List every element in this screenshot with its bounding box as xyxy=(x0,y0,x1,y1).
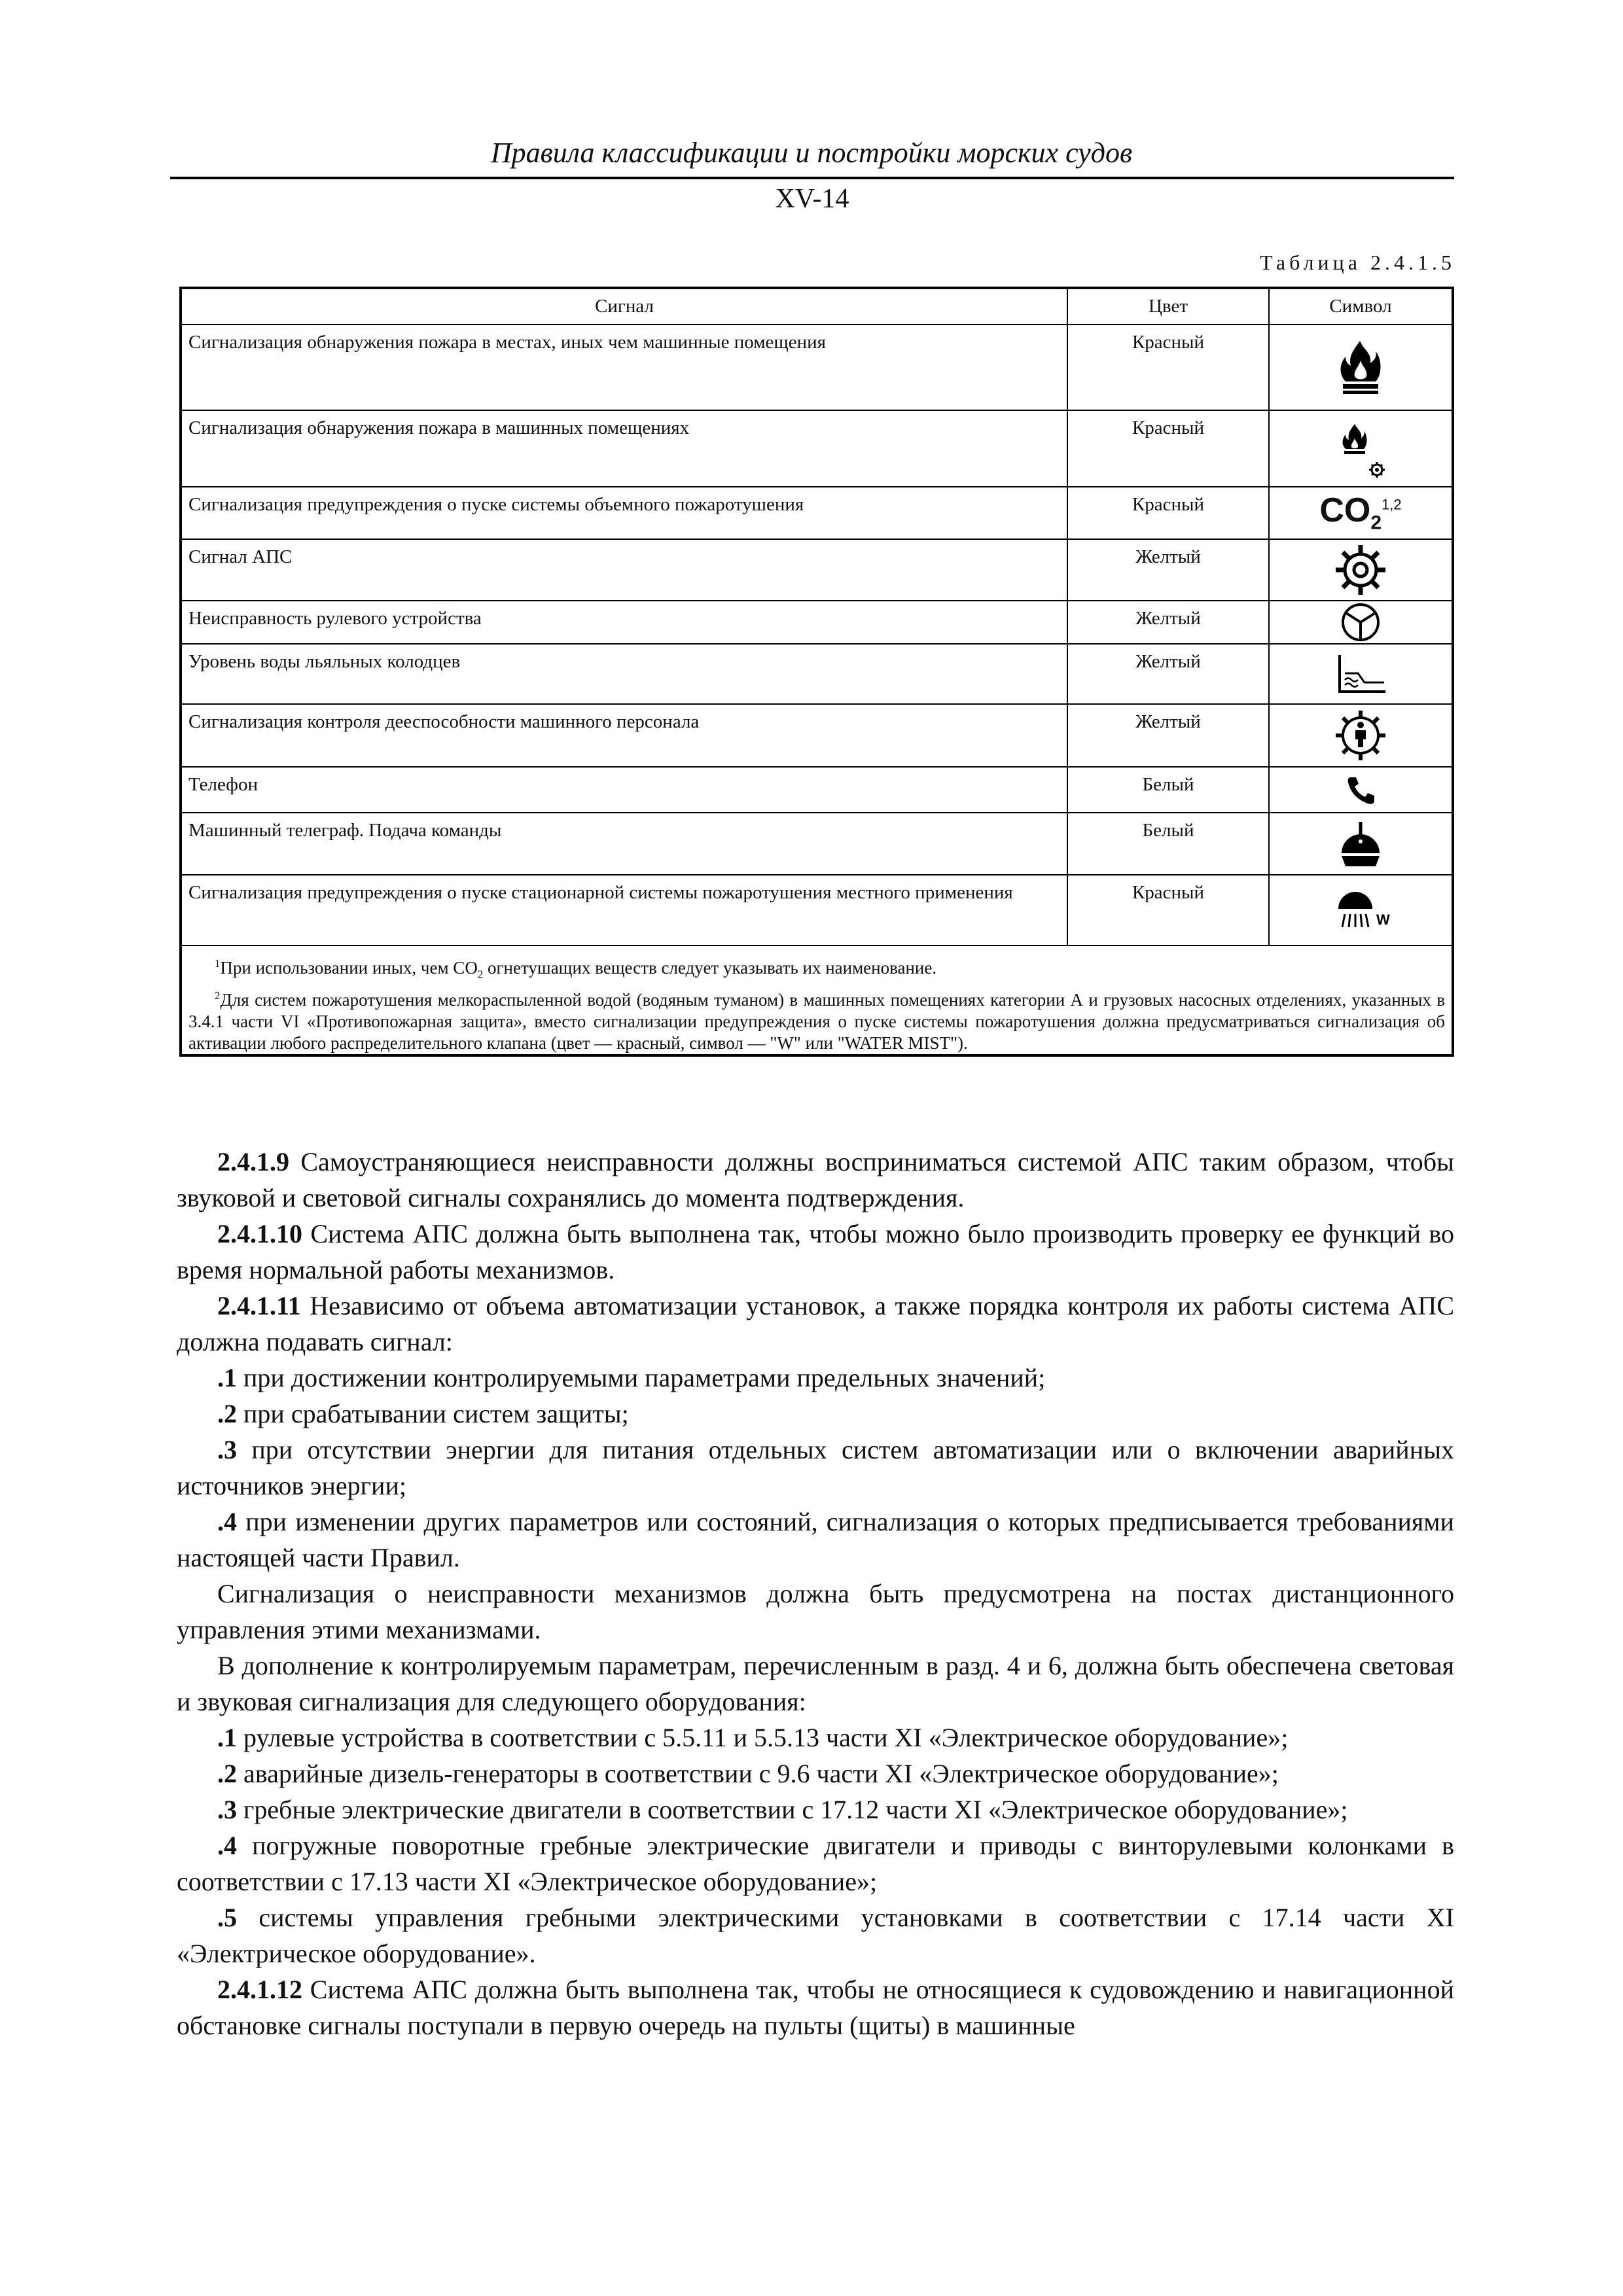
table-caption: Таблица 2.4.1.5 xyxy=(1260,251,1455,274)
symbol-cell xyxy=(1269,813,1453,875)
list-item: .4 при изменении других параметров или состояний, сигнализация о которых предписывается требованиями настоящей части Правил. xyxy=(177,1507,1454,1572)
signal-cell: Сигнализация обнаружения пожара в машинных помещениях xyxy=(181,410,1067,487)
symbol-cell xyxy=(1269,644,1453,704)
telegraph-icon xyxy=(1338,819,1383,869)
table-notes-row xyxy=(181,945,1453,1055)
steering-wheel-icon xyxy=(1340,601,1382,643)
table-row xyxy=(181,539,1453,601)
paragraph: 2.4.1.12 Система АПС должна быть выполнена так, чтобы не относящиеся к судовождению и навигационной обстановке сигналы поступали в первую очередь на пульты (щиты) в машинные xyxy=(177,1975,1454,2040)
signal-cell: Неисправность рулевого устройства xyxy=(181,601,1067,644)
table-row xyxy=(181,767,1453,813)
list-item: .5 системы управления гребными электрическими установками в соответствии с 17.14 части XI «Электрическое оборудование». xyxy=(177,1903,1454,1968)
running-title: Правила классификации и постройки морских судов xyxy=(490,137,1133,169)
signal-cell: Уровень воды льяльных колодцев xyxy=(181,644,1067,704)
table-header-row xyxy=(181,288,1453,325)
note-1: $^1$При использовании иных, чем $CO_2$ огнетушащих веществ следует указывать их наименование. xyxy=(215,957,937,981)
co2-icon: $CO_2^{1,2}$ xyxy=(1319,491,1402,534)
signal-cell: Сигнализация предупреждения о пуске стационарной системы пожаротушения местного применения xyxy=(181,875,1067,945)
svg-text:W: W xyxy=(1376,911,1390,928)
paragraph: Сигнализация о неисправности механизмов должна быть предусмотрена на постах дистанционного управления этими механизмами. xyxy=(177,1579,1454,1644)
table-notes xyxy=(181,945,1453,1055)
list-item: .2 аварийные дизель-генераторы в соответствии с 9.6 части XI «Электрическое оборудование»; xyxy=(217,1759,1279,1788)
page-number: XV-14 xyxy=(775,184,849,214)
signal-cell: Сигнализация контроля дееспособности машинного персонала xyxy=(181,704,1067,767)
table-row xyxy=(181,875,1453,945)
table-row xyxy=(181,487,1453,539)
color-cell: Красный xyxy=(1067,875,1269,945)
paragraph: В дополнение к контролируемым параметрам, перечисленным в разд. 4 и 6, должна быть обеспечена световая и звуковая сигнализация для следующего оборудования: xyxy=(177,1651,1454,1716)
symbol-cell xyxy=(1269,767,1453,813)
color-cell: Красный xyxy=(1067,487,1269,539)
list-item: .4 погружные поворотные гребные электрические двигатели и приводы с винторулевыми колонками в соответствии с 17.13 части XI «Электрическое оборудование»; xyxy=(177,1831,1454,1896)
bilge-level-icon xyxy=(1333,651,1388,697)
fire-icon xyxy=(1338,338,1383,397)
symbol-cell xyxy=(1269,601,1453,644)
color-cell: Белый xyxy=(1067,813,1269,875)
table-row xyxy=(181,601,1453,644)
list-item: .1 при достижении контролируемыми параметрами предельных значений; xyxy=(217,1363,1046,1392)
note-2: $^2$Для систем пожаротушения мелкораспыленной водой (водяным туманом) в машинных помещениях категории А и грузовых насосных отделениях, указанных в 3.4.1 части VI «Противопожарная защита», вместо сигнализации предупреждения о пуске системы пожаротушения должна предусматриваться сигнализация об активации любого распределительного клапана (цвет — красный, символ — "W" или "WATER MIST"). xyxy=(188,989,1445,1053)
list-item: .3 гребные электрические двигатели в соответствии с 17.12 части XI «Электрическое оборудование»; xyxy=(217,1795,1348,1824)
table-row xyxy=(181,325,1453,410)
signal-cell: Сигнализация обнаружения пожара в местах, иных чем машинные помещения xyxy=(181,325,1067,410)
color-cell: Белый xyxy=(1067,767,1269,813)
table-row xyxy=(181,644,1453,704)
table-row xyxy=(181,704,1453,767)
body-text xyxy=(177,1144,1454,2043)
color-cell: Красный xyxy=(1067,410,1269,487)
symbol-cell xyxy=(1269,704,1453,767)
paragraph: 2.4.1.11 Независимо от объема автоматизации установок, а также порядка контроля их работы система АПС должна подавать сигнал: xyxy=(177,1291,1454,1356)
signal-cell: Сигнал АПС xyxy=(181,539,1067,601)
person-gear-icon xyxy=(1333,708,1388,763)
header-rule xyxy=(170,177,1454,179)
color-cell: Желтый xyxy=(1067,704,1269,767)
table-row xyxy=(181,813,1453,875)
symbol-cell xyxy=(1269,325,1453,410)
telephone-icon xyxy=(1344,773,1377,806)
color-cell: Желтый xyxy=(1067,601,1269,644)
color-cell: Красный xyxy=(1067,325,1269,410)
fire-machinery-icon xyxy=(1325,416,1397,482)
paragraph: 2.4.1.9 Самоустраняющиеся неисправности должны восприниматься системой АПС таким образом, чтобы звуковой и световой сигналы сохранялись до момента подтверждения. xyxy=(177,1147,1454,1212)
signal-cell: Машинный телеграф. Подача команды xyxy=(181,813,1067,875)
signal-cell: Телефон xyxy=(181,767,1067,813)
gear-alarm-icon xyxy=(1333,542,1388,597)
water-mist-icon xyxy=(1329,884,1392,931)
column-header-color: Цвет xyxy=(1067,288,1269,325)
symbol-cell xyxy=(1269,539,1453,601)
list-item: .3 при отсутствии энергии для питания отдельных систем автоматизации или о включении аварийных источников энергии; xyxy=(177,1435,1454,1500)
column-header-symbol: Символ xyxy=(1269,288,1453,325)
symbol-cell xyxy=(1269,487,1453,539)
table-row xyxy=(181,410,1453,487)
list-item: .2 при срабатывании систем защиты; xyxy=(217,1399,629,1428)
list-item: .1 рулевые устройства в соответствии с 5.5.11 и 5.5.13 части XI «Электрическое оборудование»; xyxy=(217,1723,1289,1752)
signal-table xyxy=(179,287,1454,1057)
symbol-cell xyxy=(1269,875,1453,945)
column-header-signal: Сигнал xyxy=(181,288,1067,325)
color-cell: Желтый xyxy=(1067,644,1269,704)
symbol-cell xyxy=(1269,410,1453,487)
signal-cell: Сигнализация предупреждения о пуске системы объемного пожаротушения xyxy=(181,487,1067,539)
color-cell: Желтый xyxy=(1067,539,1269,601)
paragraph: 2.4.1.10 Система АПС должна быть выполнена так, чтобы можно было производить проверку ее функций во время нормальной работы механизмов. xyxy=(177,1219,1454,1284)
